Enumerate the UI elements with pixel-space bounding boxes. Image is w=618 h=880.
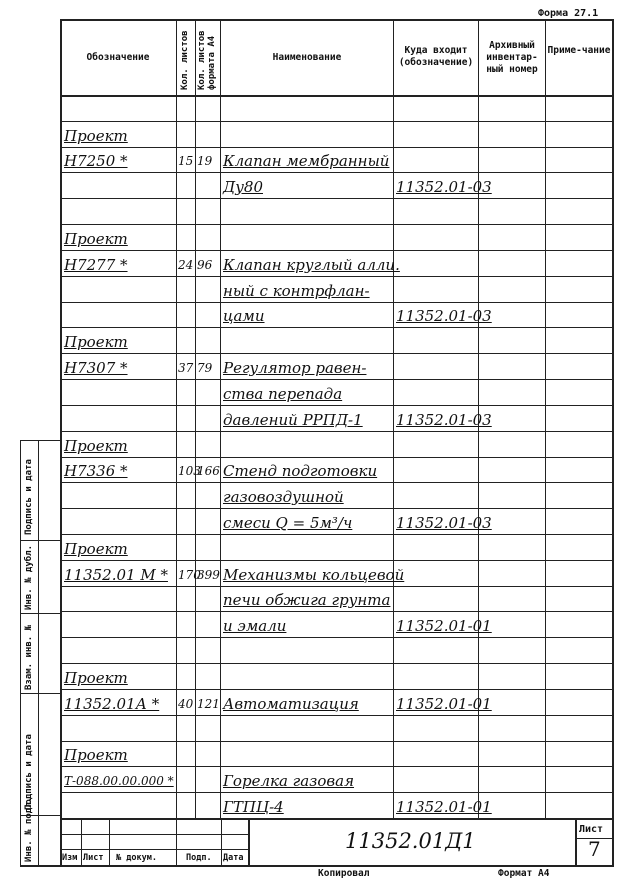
row-where-used: 11352.01-03 (396, 513, 492, 532)
tb-change-label: Изм (62, 853, 78, 863)
row-line (60, 792, 613, 793)
row-line (60, 327, 613, 328)
row-a4-sheets: 166 (197, 464, 220, 479)
stamp-sign-date-1: Подпись и дата (24, 459, 34, 535)
header-archive-number: Архивный инвентар-ный номер (486, 40, 538, 75)
row-designation: Проект (64, 333, 128, 352)
tb-doc-number: 11352.01Д1 (345, 829, 476, 853)
row-designation: Проект (64, 229, 128, 248)
tb-sign-label: Подп. (186, 853, 212, 863)
row-line (60, 508, 613, 509)
row-line (60, 482, 613, 483)
row-name: Механизмы кольцевой (223, 565, 405, 584)
row-a4-sheets: 96 (197, 257, 213, 272)
row-designation: Проект (64, 746, 128, 765)
row-line (60, 198, 613, 199)
row-name: ный с контрфлан- (223, 281, 370, 300)
footer-copied: Копировал (318, 868, 370, 879)
form-label: Форма 27.1 (538, 8, 599, 19)
row-where-used: 11352.01-03 (396, 178, 492, 197)
row-line (60, 741, 613, 742)
row-name: Клапан мембранный (223, 152, 390, 171)
row-line (60, 224, 613, 225)
row-line (60, 715, 613, 716)
row-line (60, 534, 613, 535)
row-line (60, 250, 613, 251)
row-where-used: 11352.01-03 (396, 307, 492, 326)
footer-format: Формат А4 (498, 868, 550, 879)
row-a4-sheets: 121 (197, 696, 220, 711)
row-a4-sheets: 399 (197, 567, 220, 582)
row-designation: Н7307 * (64, 359, 128, 378)
row-line (60, 689, 613, 690)
stamp-vzam-inv: Взам. инв. № (24, 624, 34, 690)
row-line (60, 302, 613, 303)
row-a4-sheets: 79 (197, 361, 213, 376)
row-designation: Н7336 * (64, 462, 128, 481)
row-sheets: 103 (178, 464, 201, 479)
row-where-used: 11352.01-01 (396, 694, 492, 713)
row-name: смеси Q = 5м³/ч (223, 513, 353, 532)
row-designation: 11352.01 М * (64, 565, 168, 584)
header-designation: Обозначение (86, 52, 150, 63)
row-line (60, 663, 613, 664)
row-name: печи обжига грунта (223, 591, 391, 610)
row-line (60, 560, 613, 561)
row-line (60, 276, 613, 277)
row-name: давлений РРПД-1 (223, 410, 363, 429)
row-line (60, 766, 613, 767)
row-designation: 11352.01А * (64, 694, 160, 713)
row-sheets: 170 (178, 567, 201, 582)
row-line (60, 379, 613, 380)
row-line (60, 431, 613, 432)
row-designation: Проект (64, 436, 128, 455)
header-name: Наименование (272, 52, 342, 63)
header-where-used: Куда входит (обозначение) (398, 45, 474, 68)
stamp-inv-podl: Инв. № подл. (24, 796, 34, 862)
row-name: Клапан круглый алли. (223, 255, 400, 274)
row-line (60, 637, 613, 638)
stamp-inv-dubl: Инв. № дубл. (24, 544, 34, 610)
row-designation: Проект (64, 126, 128, 145)
row-where-used: 11352.01-01 (396, 798, 492, 816)
row-name: газовоздушной (223, 488, 344, 507)
row-name: Стенд подготовки (223, 462, 378, 481)
stamp-sign-date-2: Подпись и дата (24, 734, 34, 810)
tb-date-label: Дата (223, 853, 244, 863)
row-designation: Проект (64, 668, 128, 687)
row-name: цами (223, 307, 265, 326)
row-name: Регулятор равен- (223, 359, 367, 378)
row-a4-sheets: 19 (197, 154, 213, 169)
row-name: Ду80 (223, 178, 263, 197)
header-sheets-count: Кол. листов (180, 30, 190, 90)
row-where-used: 11352.01-03 (396, 410, 492, 429)
row-designation: Н7277 * (64, 255, 128, 274)
tb-sheet-label: Лист (579, 824, 604, 835)
row-line (60, 172, 613, 173)
row-line (60, 121, 613, 122)
row-name: Горелка газовая (223, 772, 355, 791)
row-line (60, 611, 613, 612)
header-note: Приме-чание (547, 45, 611, 56)
header-a4-sheets-count: Кол. листов формата А4 (197, 30, 217, 90)
row-line (60, 457, 613, 458)
row-line (60, 147, 613, 148)
row-name: ГТПЦ-4 (223, 798, 284, 816)
row-where-used: 11352.01-01 (396, 617, 492, 636)
row-sheets: 15 (178, 154, 194, 169)
tb-list-label: Лист (83, 853, 104, 863)
row-designation: Проект (64, 539, 128, 558)
row-name: ства перепада (223, 384, 343, 403)
row-sheets: 37 (178, 361, 194, 376)
row-designation: Н7250 * (64, 152, 128, 171)
row-line (60, 353, 613, 354)
row-sheets: 24 (178, 257, 194, 272)
tb-doc-label: № докум. (116, 853, 157, 863)
row-designation: Т-088.00.00.000 * (64, 774, 174, 789)
row-name: Автоматизация (223, 694, 359, 713)
row-sheets: 40 (178, 696, 194, 711)
row-line (60, 586, 613, 587)
row-name: и эмали (223, 617, 287, 636)
row-line (60, 405, 613, 406)
tb-sheet-number: 7 (588, 837, 601, 861)
